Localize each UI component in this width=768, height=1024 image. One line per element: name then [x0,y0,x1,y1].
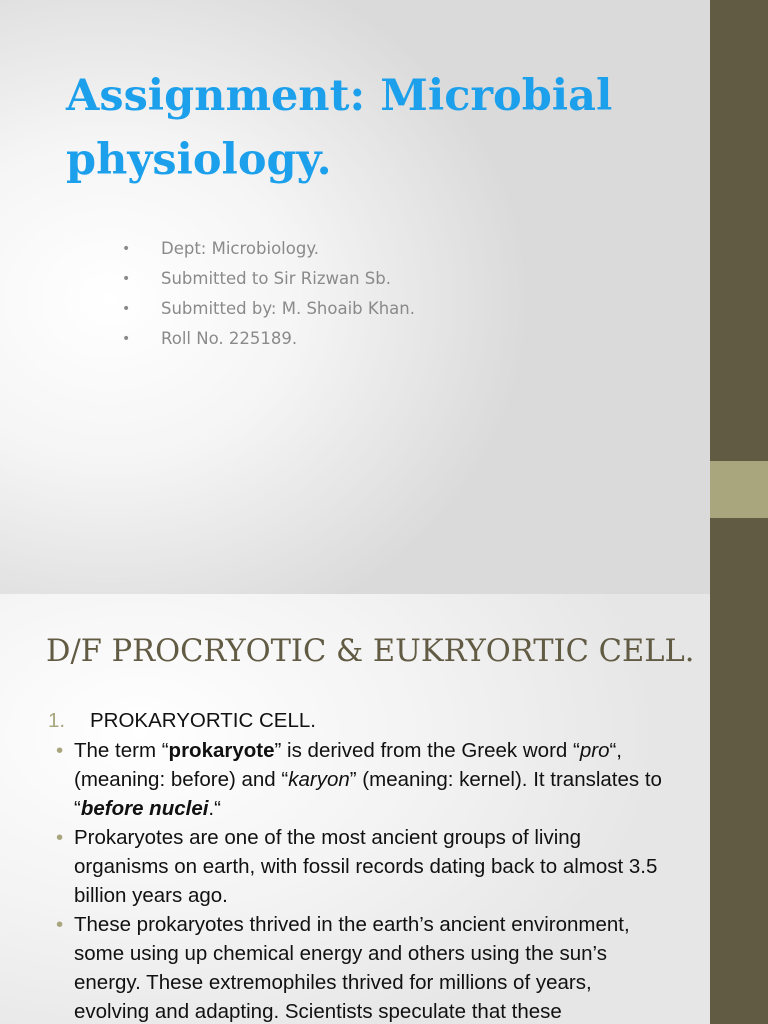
slide-heading: D/F PROCRYOTIC & EUKRYORTIC CELL. [46,634,695,669]
numbered-item [48,706,668,736]
bullet-ancient-groups: • Prokaryotes are one of the most ancient groups of living organisms on earth, with fossil records dating back to almost 3.5 billion years ago. [48,823,668,910]
bullet-submitted-by: • Submitted by: M. Shoaib Khan. [120,294,415,324]
bullet-roll-no: • Roll No. 225189. [120,324,415,354]
subtitle-bullet-list [120,234,415,354]
bullet-environment: • These prokaryotes thrived in the earth’s ancient environment, some using up chemical energy and others using the sun’s energy. These extremophiles thrived for millions of years, evolving and adapting. Scientists speculate that these [48,910,668,1024]
sidebar-bar [710,594,768,1024]
list-number: 1. [48,709,66,732]
bullet-dot-icon: • [122,271,131,287]
bullet-dot-icon: • [56,826,64,849]
bullet-etymology: • The term “prokaryote” is derived from the Greek word “pro“, (meaning: before) and “karyon” (meaning: kernel). It translates to “before nuclei.“ [48,736,668,823]
slide-title-heading: Assignment: Microbial physiology. [66,71,613,185]
bullet-dot-icon: • [56,913,64,936]
bullet-submitted-to: • Submitted to Sir Rizwan Sb. [120,264,415,294]
bullet-dot-icon: • [122,241,131,257]
bullet-dot-icon: • [56,739,64,762]
numbered-item-text: PROKARYORTIC CELL. [90,709,316,732]
slide-body [48,706,668,1024]
bullet-dot-icon: • [122,331,131,347]
bullet-dept: • Dept: Microbiology. [120,234,415,264]
sidebar-accent-block [710,461,768,518]
bullet-dot-icon: • [122,301,131,317]
slide-content [0,594,768,1024]
